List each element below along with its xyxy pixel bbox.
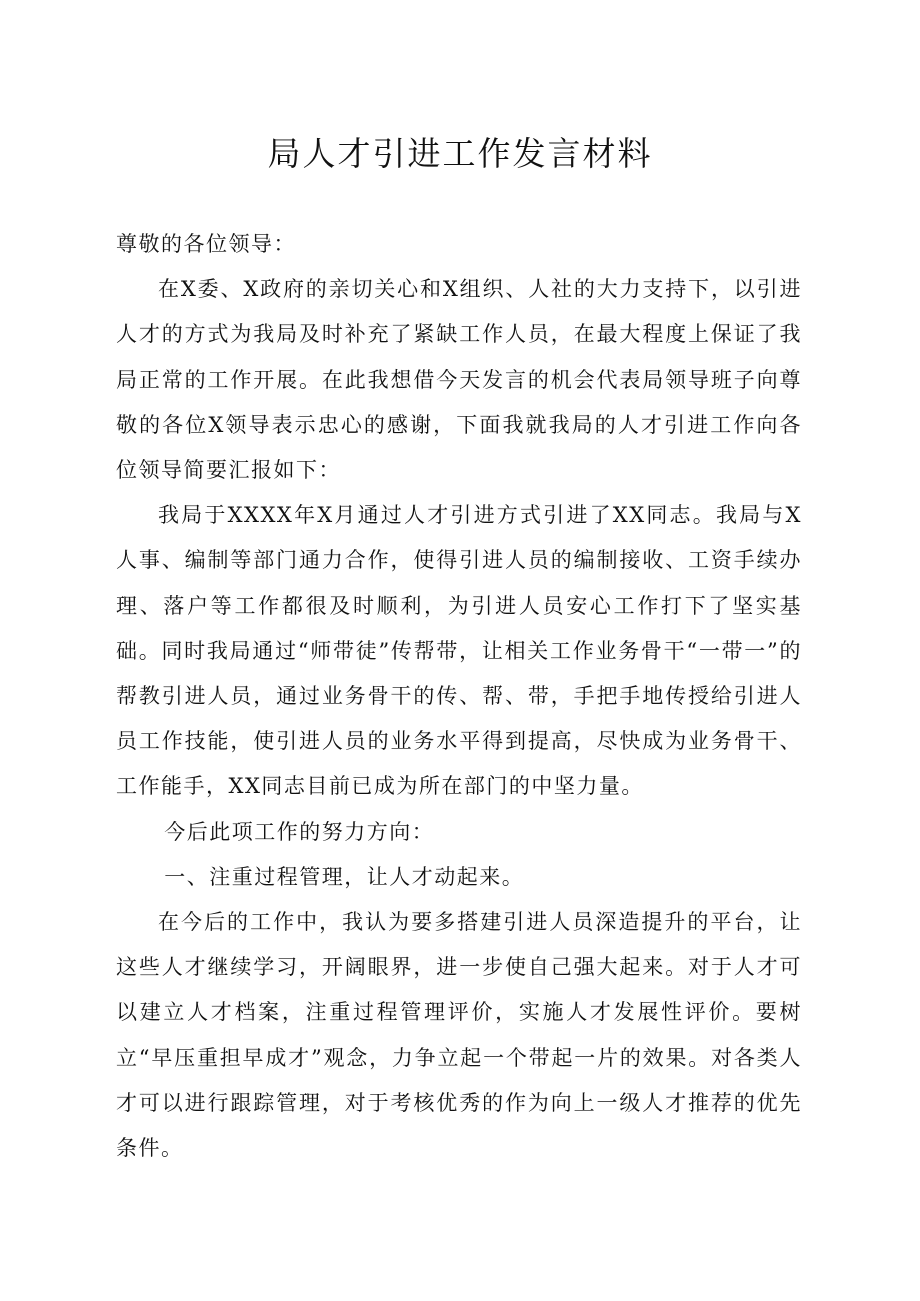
paragraph-gratitude: 在X委、X政府的亲切关心和X组织、人社的大力支持下，以引进人才的方式为我局及时补充了紧缺工作人员，在最大程度上保证了我局正常的工作开展。在此我想借今天发言的机会代表局领导班子向尊敬的各位X领导表示忠心的感谢，下面我就我局的人才引进工作向各位领导简要汇报如下： xyxy=(116,277,802,483)
paragraph-future-direction: 今后此项工作的努力方向： xyxy=(164,819,435,844)
document-title: 局人才引进工作发言材料 xyxy=(267,134,653,173)
section-heading-1: 一、注重过程管理，让人才动起来。 xyxy=(164,864,525,889)
paragraph-platform: 在今后的工作中，我认为要多搭建引进人员深造提升的平台，让这些人才继续学习，开阔眼界，进一步使自己强大起来。对于人才可以建立人才档案，注重过程管理评价，实施人才发展性评价。要树立“早压重担早成才”观念，力争立起一个带起一片的效果。对各类人才可以进行跟踪管理，对于考核优秀的作为向上一级人才推荐的优先条件。 xyxy=(116,910,802,1161)
salutation: 尊敬的各位领导： xyxy=(116,232,296,256)
document-body xyxy=(116,222,802,1171)
paragraph-introduction-work: 我局于XXXX年X月通过人才引进方式引进了XX同志。我局与X人事、编制等部门通力合作，使得引进人员的编制接收、工资手续办理、落户等工作都很及时顺利，为引进人员安心工作打下了坚实基础。同时我局通过“师带徒”传帮带，让相关工作业务骨干“一带一”的帮教引进人员，通过业务骨干的传、帮、带，手把手地传授给引进人员工作技能，使引进人员的业务水平得到提高，尽快成为业务骨干、工作能手，XX同志目前已成为所在部门的中坚力量。 xyxy=(116,503,802,799)
